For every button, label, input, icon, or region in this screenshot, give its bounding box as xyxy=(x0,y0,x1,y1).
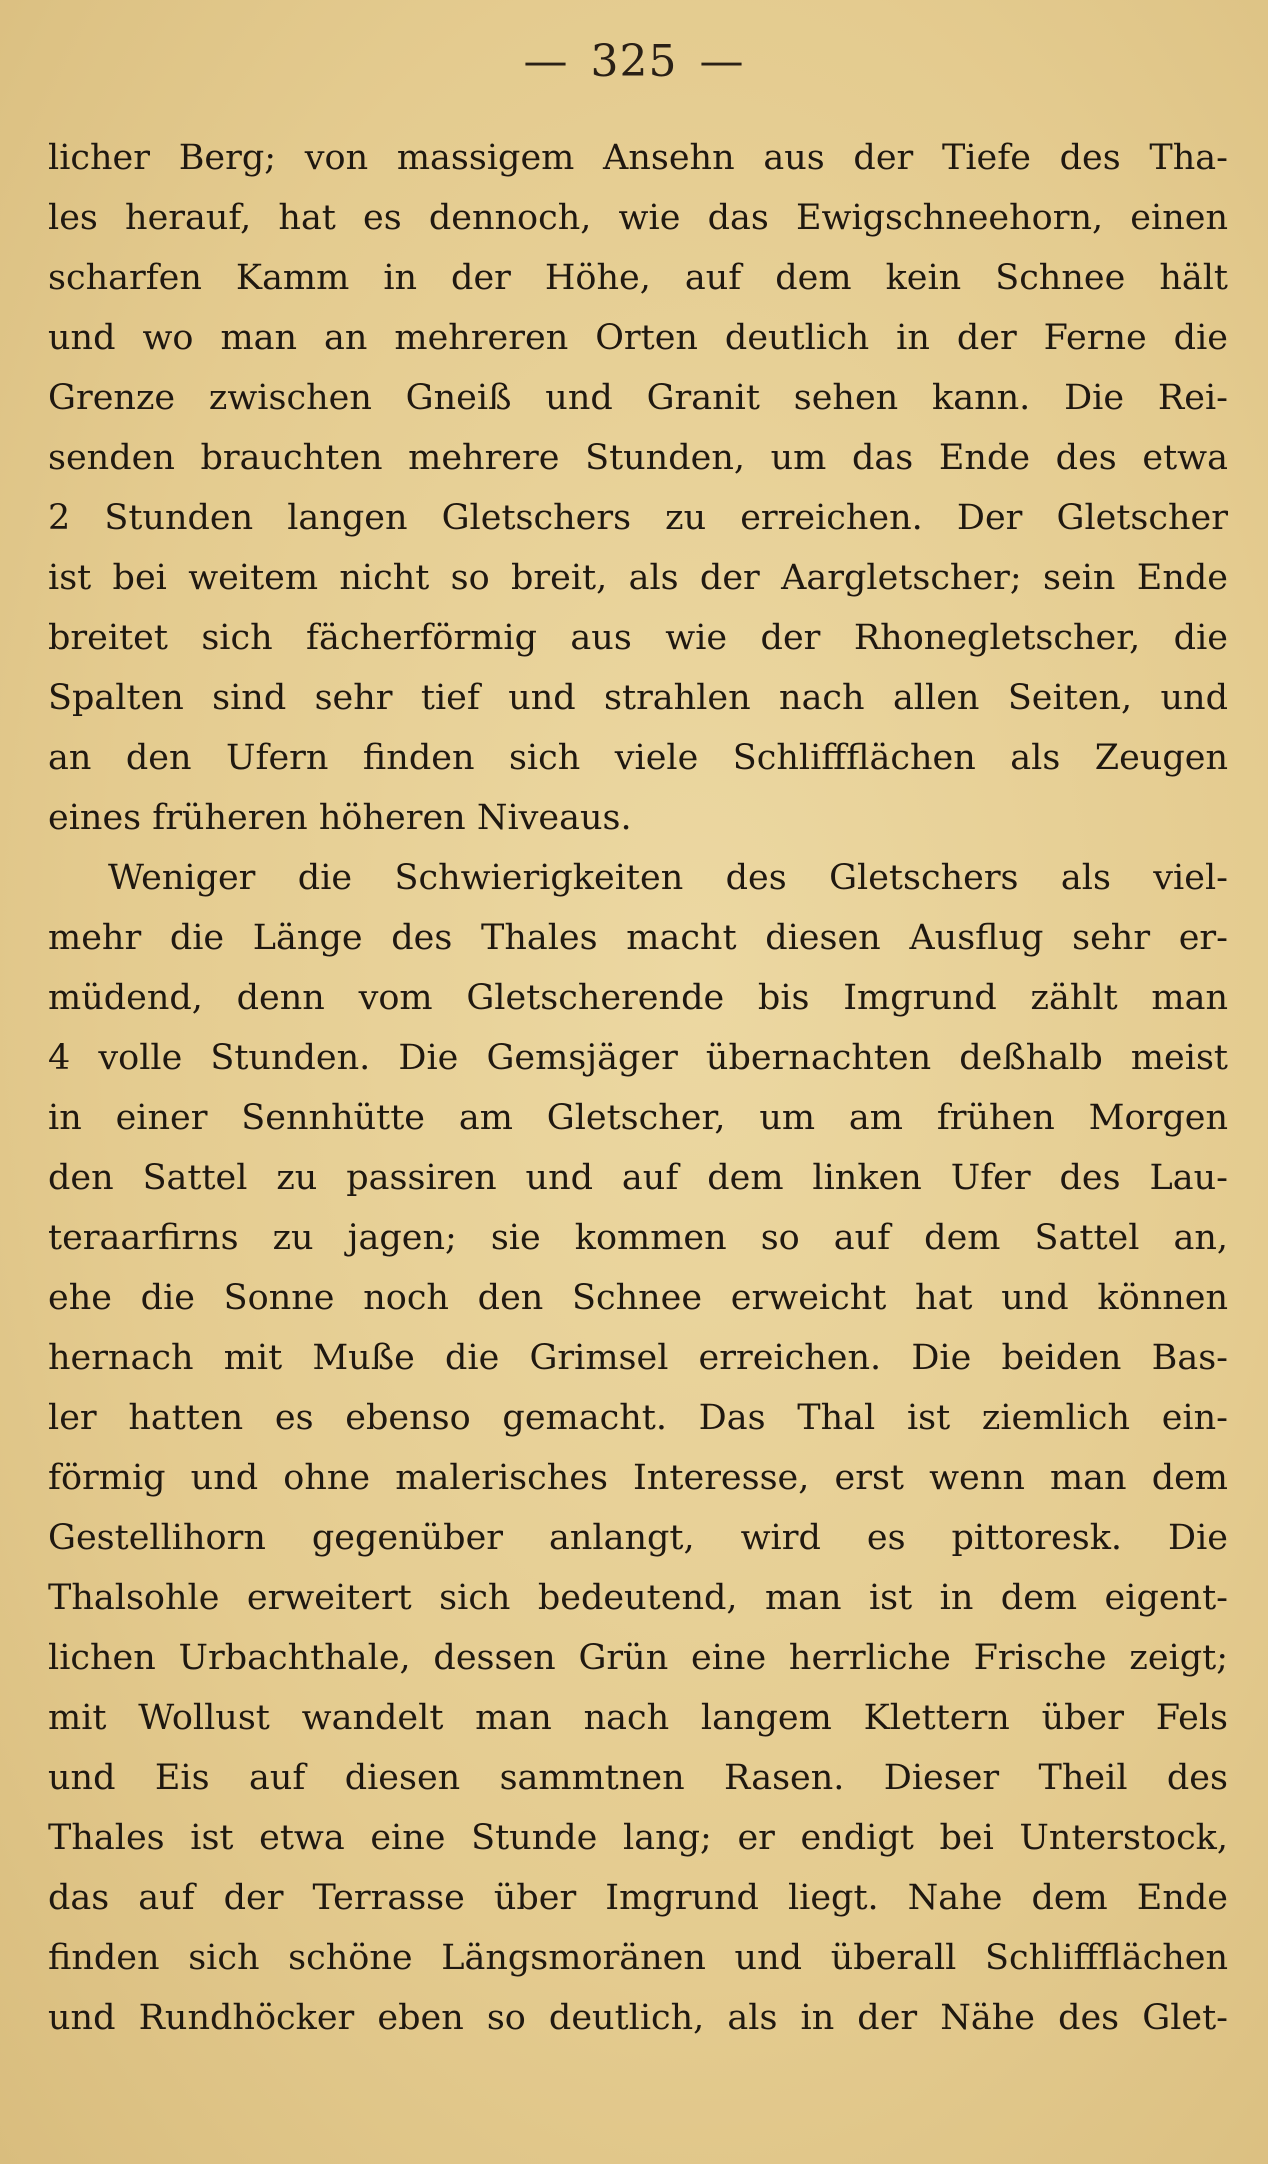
text-line: ist bei weitem nicht so breit, als der Aargletscher; sein Ende xyxy=(48,558,1228,598)
text-line: Gestellihorn gegenüber anlangt, wird es pittoresk. Die xyxy=(48,1518,1228,1558)
text-line: mehr die Länge des Thales macht diesen Ausflug sehr er- xyxy=(48,918,1228,958)
text-line: finden sich schöne Längsmoränen und überall Schliffflächen xyxy=(48,1938,1228,1978)
text-line: an den Ufern finden sich viele Schliffflächen als Zeugen xyxy=(48,738,1228,778)
text-line: ehe die Sonne noch den Schnee erweicht hat und können xyxy=(48,1278,1228,1318)
text-line: in einer Sennhütte am Gletscher, um am frühen Morgen xyxy=(48,1098,1228,1138)
text-line: Thales ist etwa eine Stunde lang; er endigt bei Unterstock, xyxy=(48,1818,1228,1858)
text-line: und Eis auf diesen sammtnen Rasen. Dieser Theil des xyxy=(48,1758,1228,1798)
page-body xyxy=(48,128,1228,2048)
text-line: teraarfirns zu jagen; sie kommen so auf dem Sattel an, xyxy=(48,1218,1228,1258)
text-line: und wo man an mehreren Orten deutlich in der Ferne die xyxy=(48,318,1228,358)
text-line: den Sattel zu passiren und auf dem linken Ufer des Lau- xyxy=(48,1158,1228,1198)
text-line: das auf der Terrasse über Imgrund liegt. Nahe dem Ende xyxy=(48,1878,1228,1918)
text-line: förmig und ohne malerisches Interesse, erst wenn man dem xyxy=(48,1458,1228,1498)
text-line: les herauf, hat es dennoch, wie das Ewigschneehorn, einen xyxy=(48,198,1228,238)
text-line: Weniger die Schwierigkeiten des Gletschers als viel- xyxy=(108,858,1228,898)
text-line: ler hatten es ebenso gemacht. Das Thal ist ziemlich ein- xyxy=(48,1398,1228,1438)
text-line: Grenze zwischen Gneiß und Granit sehen kann. Die Rei- xyxy=(48,378,1228,418)
text-line: und Rundhöcker eben so deutlich, als in der Nähe des Glet- xyxy=(48,1998,1228,2038)
text-line: Spalten sind sehr tief und strahlen nach allen Seiten, und xyxy=(48,678,1228,718)
text-line: 2 Stunden langen Gletschers zu erreichen. Der Gletscher xyxy=(48,498,1228,538)
header-dash-right: — xyxy=(699,36,745,87)
text-line: lichen Urbachthale, dessen Grün eine herrliche Frische zeigt; xyxy=(48,1638,1228,1678)
text-line: 4 volle Stunden. Die Gemsjäger übernachten deßhalb meist xyxy=(48,1038,1228,1078)
text-line: Thalsohle erweitert sich bedeutend, man ist in dem eigent- xyxy=(48,1578,1228,1618)
page-header xyxy=(0,36,1268,87)
text-line: scharfen Kamm in der Höhe, auf dem kein Schnee hält xyxy=(48,258,1228,298)
header-dash-left: — xyxy=(523,36,569,87)
text-line: senden brauchten mehrere Stunden, um das Ende des etwa xyxy=(48,438,1228,478)
text-line: mit Wollust wandelt man nach langem Klettern über Fels xyxy=(48,1698,1228,1738)
text-line: breitet sich fächerförmig aus wie der Rhonegletscher, die xyxy=(48,618,1228,658)
text-line: hernach mit Muße die Grimsel erreichen. Die beiden Bas- xyxy=(48,1338,1228,1378)
text-line: licher Berg; von massigem Ansehn aus der Tiefe des Tha- xyxy=(48,138,1228,178)
text-line: eines früheren höheren Niveaus. xyxy=(48,798,632,838)
text-line: müdend, denn vom Gletscherende bis Imgrund zählt man xyxy=(48,978,1228,1018)
page-number: 325 xyxy=(590,36,678,87)
